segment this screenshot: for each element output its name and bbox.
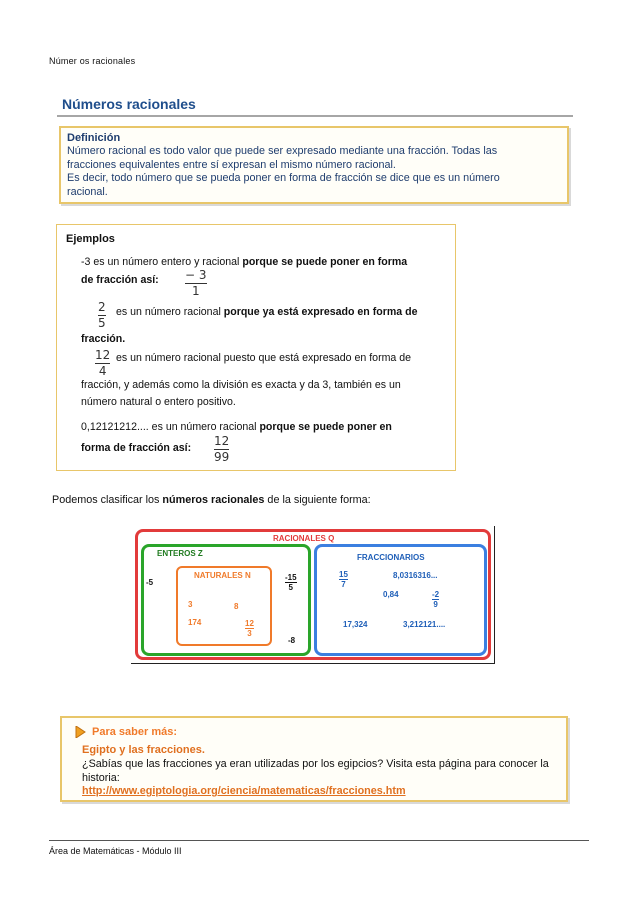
value-minus-8: -8 [288,636,296,645]
value-8-0316316: 8,0316316... [393,571,438,580]
fraction-numerator: 12 [245,619,254,628]
example-2-line-1 [116,304,447,321]
definition-box [59,126,569,204]
running-header: Númer os racionales [49,56,136,66]
value-17-324: 17,324 [343,620,368,629]
example-1-bold: porque se puede poner en forma [242,256,408,268]
classification-intro-after: de la siguiente forma: [264,494,371,506]
example-4-line-2 [81,440,191,457]
learn-more-heading: Egipto y las fracciones. [82,744,205,756]
fraction-minus3-over-1 [185,269,207,298]
example-4-plain: 0,12121212.... es un número racional [81,421,260,433]
example-1-line-1 [81,254,447,271]
classification-intro-before: Podemos clasificar los [52,494,163,506]
learn-more-text: ¿Sabías que las fracciones ya eran utilizadas por los egipcios? Visita esta página para conocer la historia: [82,758,549,784]
arrow-right-icon [74,726,86,738]
example-2-line-2 [81,331,125,348]
value-0-84: 0,84 [383,590,399,599]
example-4-bold: porque se puede poner en [259,421,392,433]
classification-intro [52,494,371,506]
example-1-plain: -3 es un número entero y racional [81,256,243,268]
fraction-numerator: -2 [432,590,440,599]
value-8: 8 [234,602,239,611]
value-3-212121: 3,212121.... [403,620,446,629]
fraction-denominator: 9 [433,600,438,609]
fraction-numerator: − 3 [185,268,207,282]
example-4-line-1 [81,419,447,436]
value-minus-15-over-5 [285,573,297,592]
fraction-denominator: 1 [191,284,200,298]
fraction-denominator: 99 [214,450,230,464]
examples-heading: Ejemplos [66,233,115,245]
definition-line-2: fracciones equivalentes entre sí expresan el mismo número racional. [67,158,396,171]
rational-numbers-diagram [131,526,495,664]
example-2-bold-2: fracción. [81,333,126,345]
value-3: 3 [188,600,193,609]
fraction-denominator: 5 [288,583,293,592]
example-3-line-3: número natural o entero positivo. [81,396,236,408]
fraction-numerator: 2 [98,300,106,314]
page-title: Números racionales [62,96,196,112]
fraction-numerator: -15 [285,573,297,582]
fraction-numerator: 12 [214,434,230,448]
definition-line-3: Es decir, todo número que se pueda poner en forma de fracción se dice que es un número [67,172,500,184]
example-3-line-1: es un número racional puesto que está expresado en forma de [116,352,412,364]
definition-line-4: racional. [67,185,108,198]
fraction-2-over-5 [98,301,106,330]
example-4-bold-2: forma de fracción así: [81,442,192,454]
value-minus-5: -5 [146,578,154,587]
value-174: 174 [188,618,202,627]
example-1-line-2 [81,272,159,289]
learn-more-link[interactable]: http://www.egiptologia.org/ciencia/matematicas/fracciones.htm [82,785,406,797]
footer-text: Área de Matemáticas - Módulo III [49,846,182,856]
naturales-title: NATURALES N [194,571,251,580]
example-2-bold: porque ya está expresado en forma de [223,306,418,318]
classification-intro-bold: números racionales [162,494,265,506]
definition-heading: Definición [67,132,121,144]
example-2-plain: es un número racional [116,306,224,318]
fraction-denominator: 4 [98,364,107,378]
example-1-bold-2: de fracción así: [81,274,159,286]
footer-divider [49,840,589,841]
racionales-title: RACIONALES Q [273,534,335,543]
fraction-12-over-99 [214,435,229,464]
title-divider [57,115,573,117]
definition-line-1: Número racional es todo valor que puede ser expresado mediante una fracción. Todas las [67,145,498,157]
fraccionarios-title: FRACCIONARIOS [357,553,425,562]
value-15-over-7 [339,570,348,589]
fraction-numerator: 12 [95,348,111,362]
learn-more-label: Para saber más: [92,726,177,738]
value-12-over-3 [245,619,254,638]
enteros-title: ENTEROS Z [157,549,203,558]
fraction-denominator: 3 [247,629,252,638]
learn-more-box [60,716,568,802]
fraction-denominator: 5 [98,316,106,330]
fraction-denominator: 7 [341,580,346,589]
example-3-line-2: fracción, y además como la división es exacta y da 3, también es un [81,379,401,391]
fraction-12-over-4 [95,349,110,378]
fraction-numerator: 15 [339,570,348,579]
value-minus-2-over-9 [432,590,439,609]
examples-box [56,224,456,471]
